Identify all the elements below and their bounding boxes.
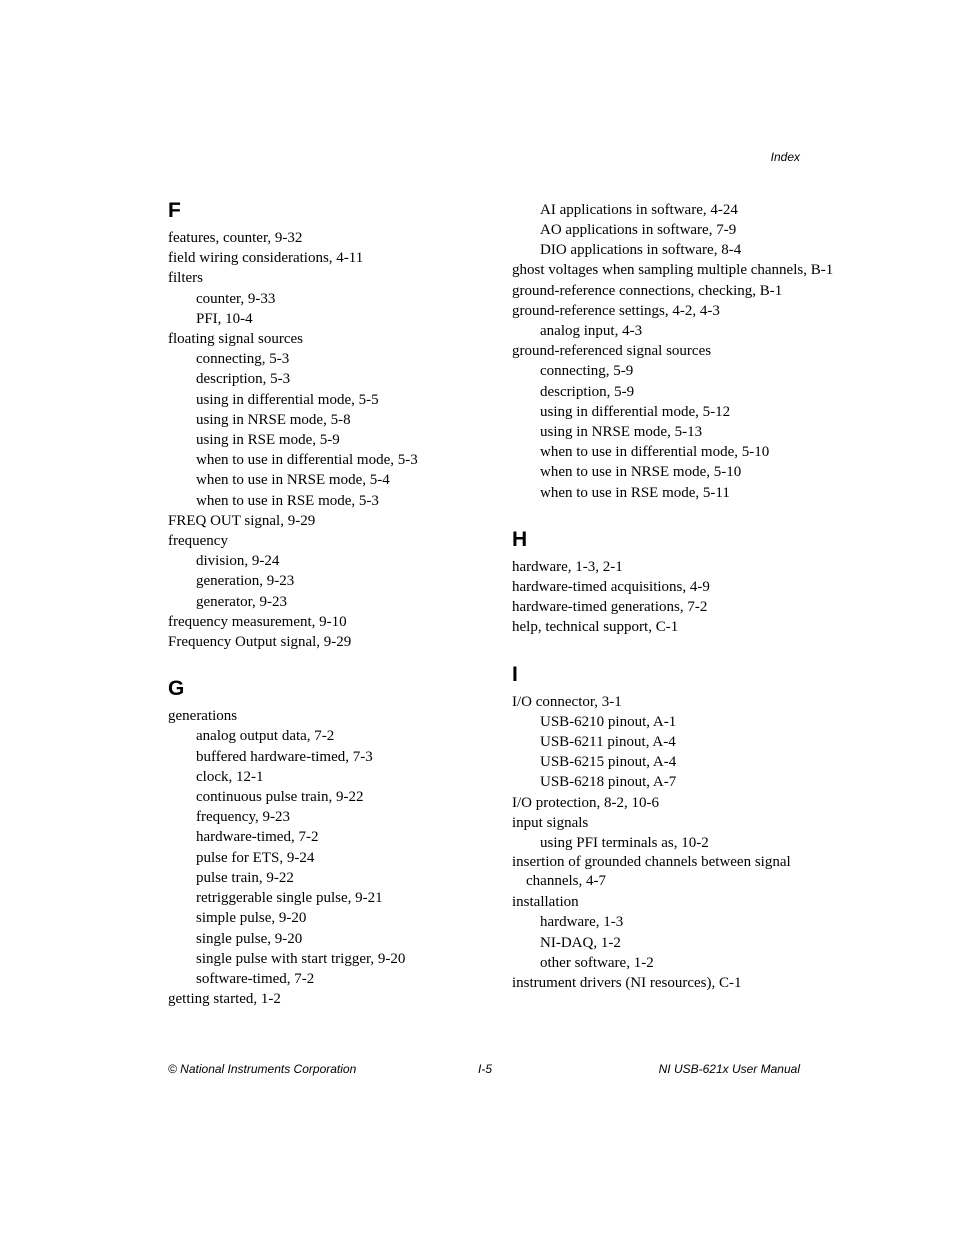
index-subentry: using in differential mode, 5-12 xyxy=(540,403,731,420)
index-subentry: software-timed, 7-2 xyxy=(196,970,315,987)
index-section-h xyxy=(512,527,842,638)
index-entry: field wiring considerations, 4-11 xyxy=(168,250,364,267)
index-entry: instrument drivers (NI resources), C-1 xyxy=(512,975,742,992)
index-entry: frequency xyxy=(168,533,228,550)
index-subentry: USB-6218 pinout, A-7 xyxy=(540,774,677,791)
index-section-g-continued xyxy=(512,200,842,503)
index-subentry: using in NRSE mode, 5-8 xyxy=(196,411,351,428)
index-subentry: division, 9-24 xyxy=(196,553,280,570)
index-subentry: AI applications in software, 4-24 xyxy=(540,202,738,218)
footer-manual-title: NI USB-621x User Manual xyxy=(658,1062,800,1076)
index-subentry: hardware, 1-3 xyxy=(540,914,624,931)
index-subentry: AO applications in software, 7-9 xyxy=(540,222,737,239)
index-subentry: retriggerable single pulse, 9-21 xyxy=(196,890,383,907)
index-entry: filters xyxy=(168,270,203,287)
index-subentry: counter, 9-33 xyxy=(196,290,276,307)
index-subentry: generator, 9-23 xyxy=(196,593,288,610)
index-subentry: DIO applications in software, 8-4 xyxy=(540,242,742,259)
index-subentry: PFI, 10-4 xyxy=(196,310,253,327)
index-subentry: generation, 9-23 xyxy=(196,573,295,590)
footer-page-number: I-5 xyxy=(478,1062,493,1076)
index-subentry: using in differential mode, 5-5 xyxy=(196,391,379,408)
index-entry: hardware, 1-3, 2-1 xyxy=(512,558,623,575)
index-subentry: single pulse with start trigger, 9-20 xyxy=(196,950,406,967)
index-subentry: when to use in differential mode, 5-10 xyxy=(540,444,770,461)
section-letter-heading: H xyxy=(512,527,528,551)
index-entry: generations xyxy=(168,708,238,725)
index-subentry: when to use in NRSE mode, 5-4 xyxy=(196,472,390,489)
index-subentry: using in NRSE mode, 5-13 xyxy=(540,424,703,441)
left-column xyxy=(168,198,498,1033)
index-entry: getting started, 1-2 xyxy=(168,991,281,1008)
index-subentry: continuous pulse train, 9-22 xyxy=(196,789,364,806)
index-section-f xyxy=(168,198,498,652)
index-subentry: description, 5-3 xyxy=(196,371,291,388)
index-entry: insertion of grounded channels between signal channels, 4-7 xyxy=(512,854,791,890)
index-subentry: frequency, 9-23 xyxy=(196,809,290,826)
index-section-i xyxy=(512,662,842,994)
index-section-g xyxy=(168,676,498,1009)
section-letter-heading: F xyxy=(168,199,181,222)
index-subentry: when to use in NRSE mode, 5-10 xyxy=(540,464,742,481)
index-entry: ground-reference connections, checking, B-1 xyxy=(512,282,783,299)
index-subentry: single pulse, 9-20 xyxy=(196,930,303,947)
index-subentry: pulse train, 9-22 xyxy=(196,869,294,886)
index-subentry: when to use in RSE mode, 5-11 xyxy=(540,484,730,501)
section-letter-heading: I xyxy=(512,662,518,686)
index-subentry: analog input, 4-3 xyxy=(540,323,643,340)
index-subentry: when to use in differential mode, 5-3 xyxy=(196,452,418,469)
index-subentry: when to use in RSE mode, 5-3 xyxy=(196,492,379,509)
footer-copyright: © National Instruments Corporation xyxy=(168,1062,357,1076)
index-entry: I/O connector, 3-1 xyxy=(512,693,622,710)
section-letter-heading: G xyxy=(168,677,185,701)
running-header: Index xyxy=(770,150,800,164)
index-subentry: connecting, 5-3 xyxy=(196,351,290,368)
index-entry: input signals xyxy=(512,814,589,831)
index-subentry: using in RSE mode, 5-9 xyxy=(196,432,340,449)
index-subentry: USB-6215 pinout, A-4 xyxy=(540,754,677,771)
index-entry: hardware-timed acquisitions, 4-9 xyxy=(512,579,710,596)
index-subentry: clock, 12-1 xyxy=(196,768,264,785)
index-subentry: hardware-timed, 7-2 xyxy=(196,829,319,846)
index-subentry: USB-6210 pinout, A-1 xyxy=(540,713,677,730)
index-entry: ground-referenced signal sources xyxy=(512,343,712,360)
index-entry: floating signal sources xyxy=(168,331,303,348)
right-column xyxy=(512,200,842,1017)
index-entry: frequency measurement, 9-10 xyxy=(168,613,347,630)
index-subentry: other software, 1-2 xyxy=(540,954,654,971)
index-entry: I/O protection, 8-2, 10-6 xyxy=(512,794,660,811)
index-subentry: simple pulse, 9-20 xyxy=(196,910,307,927)
index-entry: ghost voltages when sampling multiple channels, B-1 xyxy=(512,261,834,278)
index-subentry: description, 5-9 xyxy=(540,383,635,400)
index-entry: features, counter, 9-32 xyxy=(168,230,303,246)
index-entry: help, technical support, C-1 xyxy=(512,619,679,636)
index-entry: Frequency Output signal, 9-29 xyxy=(168,634,352,651)
index-entry: hardware-timed generations, 7-2 xyxy=(512,599,708,616)
index-entry: FREQ OUT signal, 9-29 xyxy=(168,512,316,529)
index-subentry: NI-DAQ, 1-2 xyxy=(540,934,621,951)
index-subentry: connecting, 5-9 xyxy=(540,363,634,380)
index-subentry: USB-6211 pinout, A-4 xyxy=(540,734,676,751)
index-subentry: using PFI terminals as, 10-2 xyxy=(540,835,709,852)
index-subentry: analog output data, 7-2 xyxy=(196,728,335,745)
index-entry: installation xyxy=(512,894,579,911)
index-subentry: buffered hardware-timed, 7-3 xyxy=(196,748,373,765)
index-entry: ground-reference settings, 4-2, 4-3 xyxy=(512,302,720,319)
index-subentry: pulse for ETS, 9-24 xyxy=(196,849,315,866)
